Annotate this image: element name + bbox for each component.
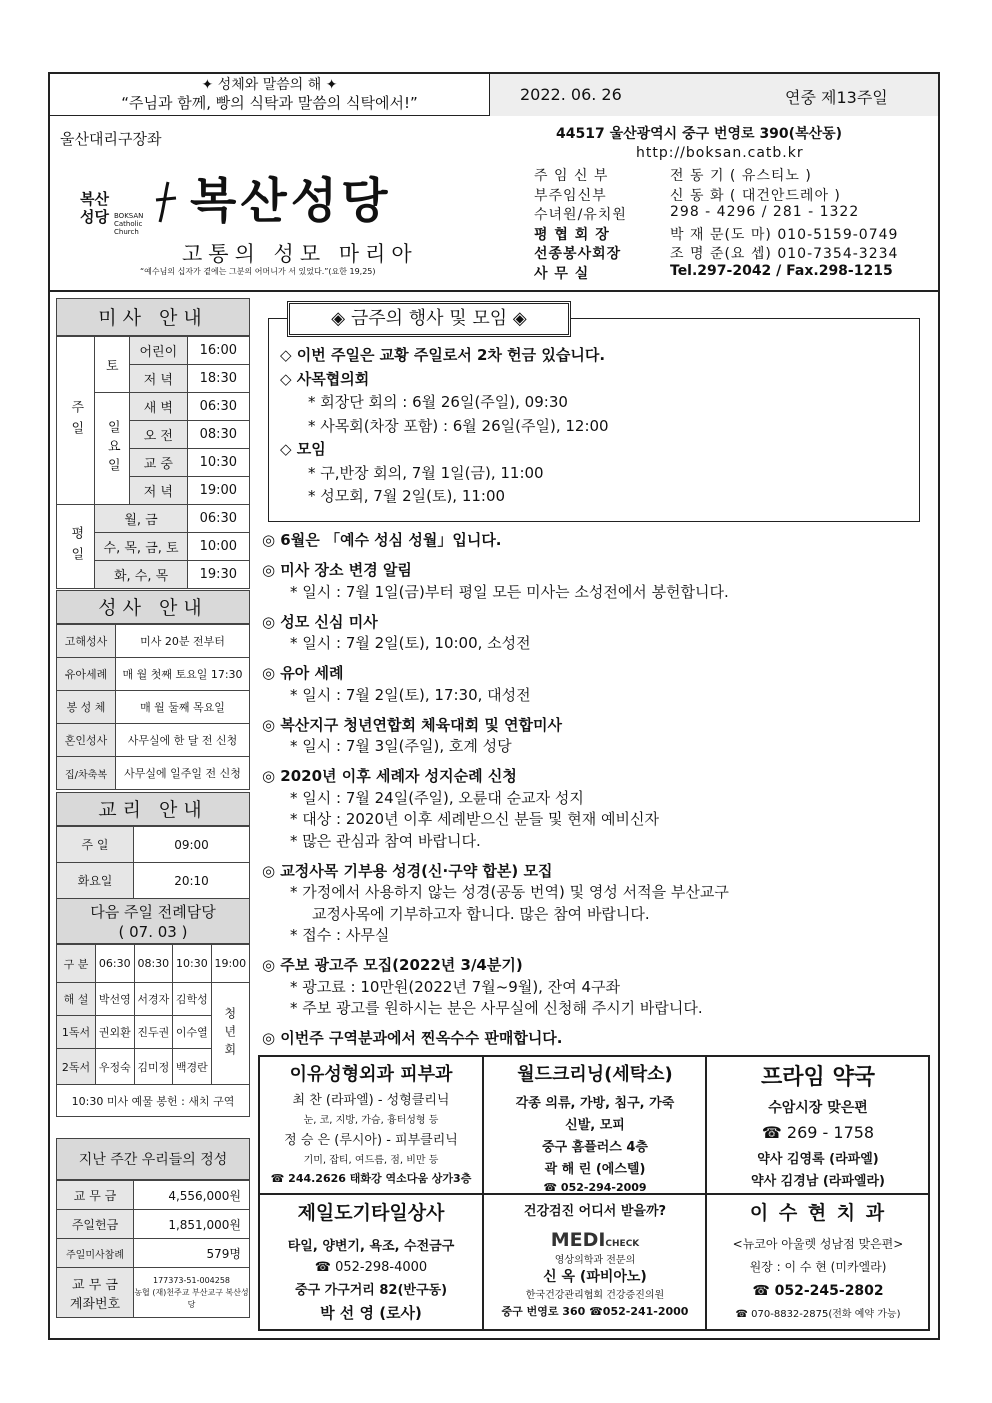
sacrament-table — [56, 624, 250, 790]
notice-heading: ◎ 미사 장소 변경 알림 — [262, 561, 412, 579]
contact-label: 부주임신부 — [534, 187, 607, 204]
ad-title: 월드크리닝(세탁소) — [517, 1064, 673, 1085]
ad-dental — [709, 1198, 927, 1320]
liturgy-person: 권외환 — [96, 1016, 135, 1049]
contact-label: 주 임 신 부 — [534, 168, 609, 184]
notice-detail: * 일시 : 7월 1일(금)부터 평일 모든 미사는 소성전에서 봉헌합니다. — [290, 582, 729, 601]
sacrament-info: 매 월 첫째 토요일 17:30 — [116, 658, 250, 691]
catechism-time: 20:10 — [134, 863, 250, 899]
account-bank: 농협 (재)천주교 부산교구 복산성당 — [134, 1287, 249, 1309]
ad-line: 각종 의류, 가방, 침구, 가죽 — [515, 1096, 675, 1111]
mass-name: 교 중 — [130, 449, 188, 477]
notice-heading: ◎ 유아 세례 — [262, 664, 344, 682]
events-title: ◈ 금주의 행사 및 모임 ◈ — [287, 301, 571, 337]
offering-kind: 주일미사참례 — [57, 1239, 134, 1268]
mass-name: 월, 금 — [95, 505, 187, 533]
ad-phone: 중구 번영로 360 ☎052-241-2000 — [501, 1305, 689, 1318]
sacrament-info: 사무실에 한 달 전 신청 — [116, 724, 250, 757]
notice-heading: ◇ 사목협의회 — [280, 369, 370, 388]
mass-time: 08:30 — [187, 421, 249, 449]
mass-name: 오 전 — [130, 421, 188, 449]
cross-icon — [154, 180, 178, 224]
contact-label: 수녀원/유치원 — [534, 207, 627, 223]
liturgy-person: 이수열 — [173, 1016, 212, 1049]
ad-line: 중구 홈플러스 4층 — [541, 1140, 648, 1155]
catechism-table — [56, 826, 250, 899]
ad-line: <뉴코아 아울렛 성남점 맞은편> — [732, 1237, 904, 1251]
mass-time: 10:30 — [187, 449, 249, 477]
notice-detail: * 일시 : 7월 2일(토), 17:30, 대성전 — [290, 685, 531, 704]
logo-small-2: 성당 — [80, 208, 109, 226]
contact-value: 신 동 화 ( 대건안드레아 ) — [670, 187, 841, 204]
liturgy-note: 10:30 미사 예물 봉헌 : 새치 구역 — [57, 1085, 250, 1117]
notice-heading: ◎ 복산지구 청년연합회 체육대회 및 연합미사 — [262, 715, 563, 734]
ad-phone: ☎ 269 - 1758 — [761, 1123, 875, 1142]
mass-table — [56, 336, 250, 589]
liturgy-person: 진두권 — [134, 1016, 173, 1049]
notice-detail: * 일시 : 7월 2일(토), 10:00, 소성전 — [290, 634, 531, 652]
liturgy-role: 1독서 — [57, 1016, 96, 1049]
contact-label: 사 무 실 — [534, 265, 590, 282]
contact-value: 298 - 4296 / 281 - 1322 — [670, 204, 860, 220]
ad-phone: ☎ 070-8832-2875(전화 예약 가능) — [735, 1309, 901, 1320]
offering-amount: 1,851,000원 — [134, 1210, 250, 1239]
liturgy-col-head: 08:30 — [134, 945, 173, 983]
liturgy-role: 해 설 — [57, 983, 96, 1016]
notice-heading: ◎ 6월은 「예수 성심 성월」입니다. — [262, 531, 502, 549]
contact-value: 전 동 기 ( 유스티노 ) — [670, 168, 812, 184]
liturgy-person: 김학성 — [173, 983, 212, 1016]
sacrament-info: 매 월 둘째 목요일 — [116, 691, 250, 724]
liturgy-person: 우정숙 — [96, 1049, 135, 1085]
ad-line: 곽 해 린 (에스텔) — [544, 1162, 646, 1177]
offering-amount: 4,556,000원 — [134, 1181, 250, 1210]
masthead — [50, 116, 938, 292]
saturday-label: 토 — [95, 337, 130, 393]
ad-phone: ☎ 052-298-4000 — [314, 1260, 428, 1275]
liturgy-col-head: 10:30 — [173, 945, 212, 983]
logo-medi: MEDI — [550, 1229, 606, 1251]
ad-health — [486, 1200, 704, 1319]
notice-detail: * 회장단 회의 : 6월 26일(주일), 09:30 — [308, 393, 568, 411]
notice-detail: * 성모회, 7월 2일(토), 11:00 — [308, 487, 506, 505]
deanery-label: 울산대리구장좌 — [60, 130, 162, 148]
notice-detail: * 광고료 : 10만원(2022년 7월~9월), 잔여 4구좌 — [290, 977, 620, 996]
sacrament-kind: 유아세례 — [57, 658, 116, 691]
liturgy-table — [56, 944, 250, 1117]
ad-title: 제일도기타일상사 — [297, 1202, 445, 1224]
issue-date: 2022. 06. 26 — [520, 85, 622, 104]
liturgy-col-head: 06:30 — [96, 945, 135, 983]
left-column — [56, 298, 250, 1336]
notice-heading: ◎ 성모 신심 미사 — [262, 612, 378, 631]
sacrament-kind: 혼인성사 — [57, 724, 116, 757]
website-url[interactable]: http://boksan.catb.kr — [636, 145, 804, 161]
sunday-day-label: 일요일 — [95, 393, 130, 505]
liturgy-person: 백경란 — [173, 1049, 212, 1085]
catechism-time: 09:00 — [134, 827, 250, 863]
ad-line: 약사 김경남 (라파엘라) — [751, 1174, 885, 1189]
ad-line: 영상의학과 전문의 — [554, 1255, 636, 1266]
ad-line: 타일, 양변기, 욕조, 수전금구 — [287, 1239, 455, 1254]
mass-name: 저 녁 — [130, 477, 188, 505]
notice-detail: 교정사목에 기부하고자 합니다. 많은 참여 바랍니다. — [312, 904, 650, 923]
account-label: 교 무 금 계좌번호 — [57, 1268, 134, 1318]
liturgy-date: ( 07. 03 ) — [118, 923, 188, 941]
ad-line: 수암시장 맞은편 — [768, 1100, 868, 1116]
ad-title: 프라임 약국 — [761, 1065, 875, 1090]
address: 44517 울산광역시 중구 번영로 390(복산동) — [556, 126, 843, 142]
ad-phone: ☎ 052-245-2802 — [752, 1283, 884, 1299]
ad-line: 최 찬 (라파엘) - 성형클리닉 — [292, 1093, 450, 1108]
mass-time: 19:00 — [187, 477, 249, 505]
liturgy-header — [56, 898, 250, 944]
ad-title: 이 수 현 치 과 — [749, 1202, 887, 1224]
notice-heading: ◎ 2020년 이후 세례자 성지순례 신청 — [262, 767, 517, 785]
ad-line: 신발, 모피 — [565, 1118, 625, 1133]
offering-title: 지난 주간 우리들의 정성 — [56, 1138, 250, 1180]
offering-kind: 주일헌금 — [57, 1210, 134, 1239]
medicheck-logo — [486, 1229, 704, 1251]
sunday-label: 주일 — [57, 337, 95, 505]
catechism-day: 화요일 — [57, 863, 134, 899]
logo-check: CHECK — [605, 1239, 640, 1249]
mass-time: 19:30 — [187, 561, 249, 589]
catechism-title: 교리 안내 — [56, 792, 250, 826]
mass-time: 06:30 — [187, 505, 249, 533]
bible-verse: “예수님의 십자가 곁에는 그분의 어머니가 서 있었다.”(요한 19,25) — [140, 267, 376, 276]
ad-line: 원장 : 이 수 현 (미카엘라) — [749, 1260, 887, 1274]
mass-name: 수, 목, 금, 토 — [95, 533, 187, 561]
ad-pharmacy — [709, 1060, 927, 1189]
notice-heading: ◎ 이번주 구역분과에서 찐옥수수 판매합니다. — [262, 1029, 563, 1047]
ad-phone: ☎ 244.2626 태화강 역소다움 상가3층 — [270, 1172, 472, 1185]
liturgical-week: 연중 제13주일 — [785, 88, 888, 107]
notice-detail: * 일시 : 7월 24일(주일), 오륜대 순교자 성지 — [290, 788, 584, 807]
notice-detail: * 많은 관심과 참여 바랍니다. — [290, 831, 481, 850]
mass-time: 06:30 — [187, 393, 249, 421]
offering-kind: 교 무 금 — [57, 1181, 134, 1210]
weekday-label: 평일 — [57, 505, 95, 589]
mass-name: 저 녁 — [130, 365, 188, 393]
liturgy-col-head: 구 분 — [57, 945, 96, 983]
notice-detail: * 대상 : 2020년 이후 세례받으신 분들 및 현재 예비신자 — [290, 810, 659, 828]
notice-detail: * 접수 : 사무실 — [290, 926, 390, 944]
sacrament-kind: 고해성사 — [57, 625, 116, 658]
mass-time: 16:00 — [187, 337, 249, 365]
liturgy-role: 2독서 — [57, 1049, 96, 1085]
ad-line: 약사 김영록 (라파엘) — [757, 1152, 879, 1167]
contact-label: 선종봉사회장 — [534, 246, 622, 262]
liturgy-person: 박선영 — [96, 983, 135, 1016]
catechism-day: 주 일 — [57, 827, 134, 863]
mass-name: 새 벽 — [130, 393, 188, 421]
ad-line: 기미, 잡티, 여드름, 점, 비만 등 — [303, 1155, 439, 1166]
notice-heading: ◎ 주보 광고주 모집(2022년 3/4분기) — [262, 956, 523, 974]
notice-detail: * 주보 광고를 원하시는 분은 사무실에 신청해 주시기 바랍니다. — [290, 999, 703, 1017]
ad-line: 박 선 영 (로사) — [320, 1304, 422, 1322]
contact-value: 박 재 문(도 마) 010-5159-0749 — [670, 226, 899, 243]
sacrament-info: 사무실에 일주일 전 신청 — [116, 757, 250, 790]
sacrament-title: 성사 안내 — [56, 590, 250, 624]
account-number: 177373-51-004258 — [152, 1275, 231, 1285]
contact-value: 조 명 준(요 셉) 010-7354-3234 — [670, 246, 899, 262]
notice-detail: * 가정에서 사용하지 않는 성경(공동 번역) 및 영성 서적을 부산교구 — [290, 883, 729, 901]
ad-tile — [262, 1198, 480, 1323]
logo-english: BOKSAN Catholic Church — [114, 212, 144, 236]
ad-line: 신 옥 (파비아노) — [543, 1269, 647, 1285]
ad-phone: ☎ 052-294-2009 — [543, 1181, 647, 1194]
ad-line: 눈, 코, 지방, 가슴, 흉터성형 등 — [303, 1115, 439, 1126]
liturgy-youth: 청년회 — [211, 983, 249, 1085]
mass-name: 어린이 — [130, 337, 188, 365]
mass-time: 18:30 — [187, 365, 249, 393]
ad-line: 중구 가구거리 82(반구동) — [294, 1283, 448, 1298]
sacrament-kind: 집/차축복 — [57, 757, 116, 790]
ad-title: 이유성형외과 피부과 — [289, 1064, 453, 1085]
ad-line: 한국건강관리협회 건강증진의원 — [525, 1290, 665, 1301]
offering-amount: 579명 — [134, 1239, 250, 1268]
liturgy-title: 다음 주일 전례담당 — [90, 903, 216, 921]
notice-heading: ◇ 모임 — [280, 440, 326, 458]
notice-detail: * 사목회(차장 포함) : 6월 26일(주일), 12:00 — [308, 416, 609, 435]
liturgy-person: 서경자 — [134, 983, 173, 1016]
motto-top: ✦ 성체와 말씀의 해 ✦ — [201, 77, 338, 93]
contact-label: 평 협 회 장 — [534, 226, 610, 243]
notice-heading: ◇ 이번 주일은 교황 주일로서 2차 헌금 있습니다. — [280, 346, 606, 364]
motto-main: “주님과 함께, 빵의 식탁과 말씀의 식탁에서!” — [121, 94, 418, 112]
mass-title: 미사 안내 — [56, 298, 250, 336]
logo-mark — [80, 190, 109, 226]
ad-title: 건강검진 어디서 받을까? — [523, 1204, 667, 1219]
mass-time: 10:00 — [187, 533, 249, 561]
ad-laundry — [486, 1060, 704, 1194]
ad-clinic — [262, 1060, 480, 1186]
notice-detail: * 일시 : 7월 3일(주일), 호계 성당 — [290, 737, 512, 755]
notice-detail: * 구,반장 회의, 7월 1일(금), 11:00 — [308, 463, 544, 482]
notice-heading: ◎ 교정사목 기부용 성경(신·구약 합본) 모집 — [262, 861, 553, 880]
sacrament-info: 미사 20분 전부터 — [116, 625, 250, 658]
patron-name: 고통의 성모 마리아 — [182, 242, 418, 266]
offering-table — [56, 1180, 250, 1318]
date-box — [490, 74, 938, 116]
liturgy-col-head: 19:00 — [211, 945, 249, 983]
ad-line: 정 승 은 (루시아) - 피부클리닉 — [284, 1133, 458, 1148]
contact-value: Tel.297-2042 / Fax.298-1215 — [670, 262, 893, 279]
liturgy-person: 김미정 — [134, 1049, 173, 1085]
parish-name: 복산성당 — [190, 173, 392, 229]
mass-name: 화, 수, 목 — [95, 561, 187, 589]
motto-box — [50, 74, 490, 116]
sacrament-kind: 봉 성 체 — [57, 691, 116, 724]
logo-small-1: 복산 — [80, 190, 109, 208]
